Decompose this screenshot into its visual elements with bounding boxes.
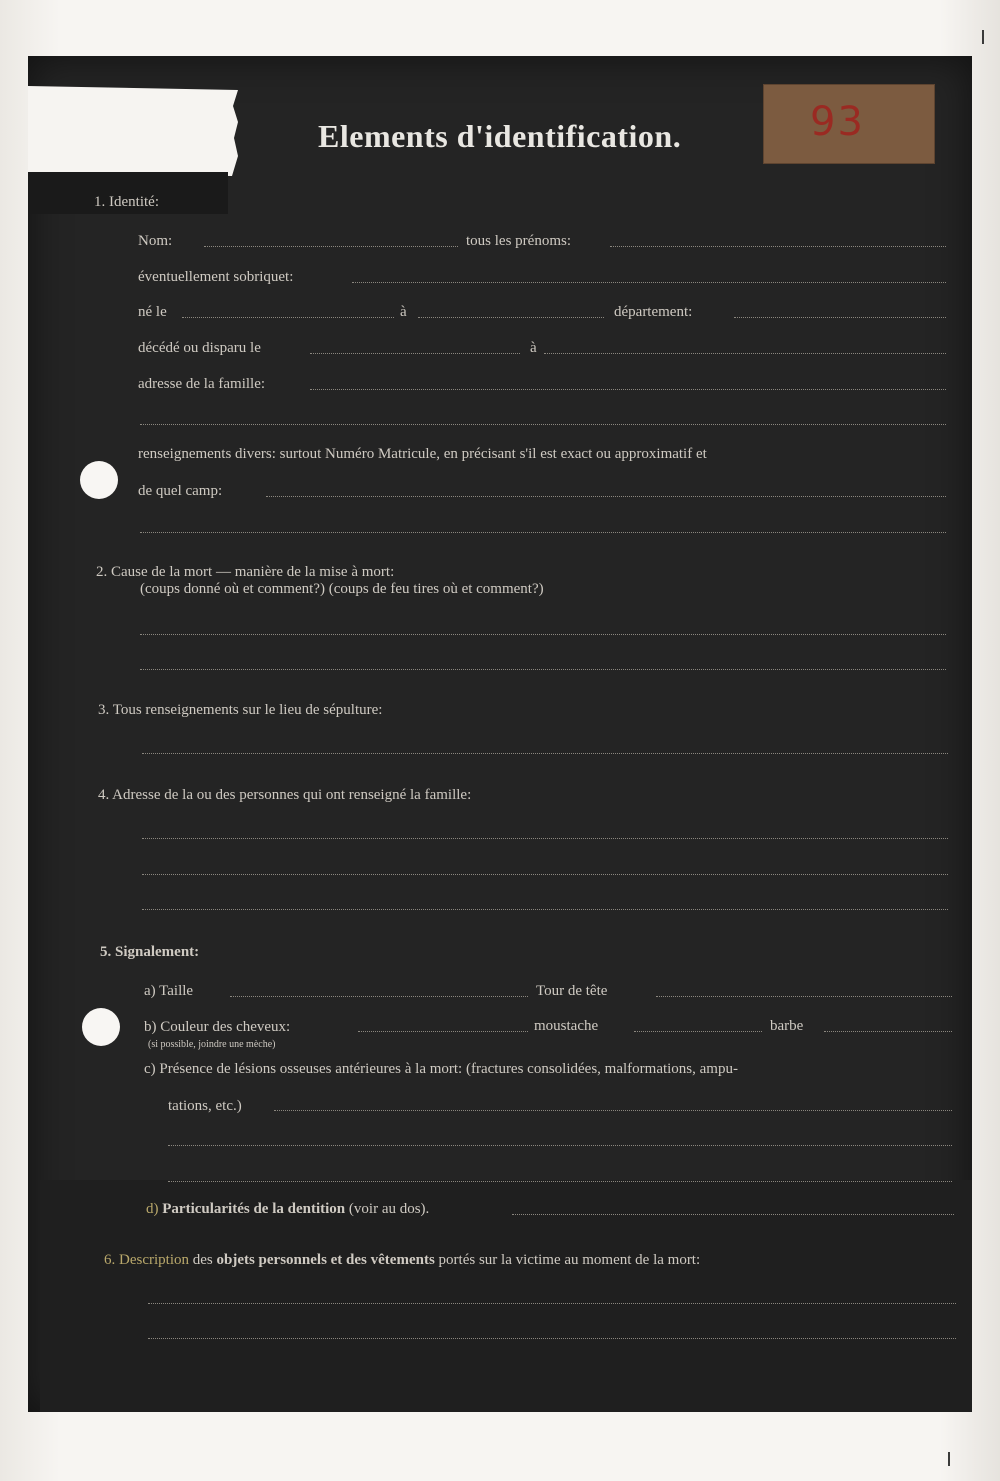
section-6-objets: objets personnels et des vêtements: [216, 1252, 435, 1268]
quel-camp-label: de quel camp:: [138, 483, 223, 499]
ne-a-field[interactable]: [418, 317, 604, 318]
section-3-heading: 3. Tous renseignements sur le lieu de sépulture:: [98, 702, 383, 718]
tour-tete-field[interactable]: [656, 996, 952, 997]
lesions-field-2[interactable]: [168, 1145, 952, 1146]
torn-paper-patch: [28, 86, 238, 176]
punch-hole-bottom: [82, 1008, 120, 1046]
section-2-heading: 2. Cause de la mort — manière de la mise à mort:: [96, 564, 395, 580]
objets-field-2[interactable]: [148, 1338, 956, 1339]
taille-field[interactable]: [230, 996, 528, 997]
cheveux-label: b) Couleur des cheveux:: [144, 1019, 291, 1035]
cause-field-2[interactable]: [140, 669, 946, 670]
form-title: Elements d'identification.: [318, 118, 682, 154]
section-6-word-description: Description: [119, 1252, 189, 1268]
prenoms-label: tous les prénoms:: [466, 233, 571, 249]
decede-label: décédé ou disparu le: [138, 340, 261, 356]
renseignements-text-b: en précisant s'il est exact ou approximatif et: [443, 446, 707, 462]
section-6-word-des: des: [192, 1252, 213, 1268]
tour-tete-label: Tour de tête: [536, 983, 608, 999]
barbe-label: barbe: [770, 1018, 804, 1034]
decede-a-label: à: [530, 340, 537, 356]
decede-field[interactable]: [310, 353, 520, 354]
section-2-sub: (coups donné où et comment?) (coups de feu tires où et comment?): [140, 581, 544, 597]
scan-edge-mark-top: [982, 30, 984, 44]
decede-a-field[interactable]: [544, 353, 946, 354]
punch-hole-top: [80, 461, 118, 499]
section-6-rest: portés sur la victime au moment de la mort:: [438, 1252, 701, 1268]
taille-label: a) Taille: [144, 983, 194, 999]
departement-label: département:: [614, 304, 693, 320]
section-6-heading: [104, 1252, 700, 1269]
dentition-letter: d): [146, 1201, 159, 1217]
renseignements-text-a: renseignements divers: surtout: [138, 446, 322, 462]
dentition-field[interactable]: [512, 1214, 954, 1215]
ne-a-label: à: [400, 304, 407, 320]
meche-note: (si possible, joindre une mèche): [148, 1039, 276, 1050]
cause-field-1[interactable]: [140, 634, 946, 635]
section-5-heading: 5. Signalement:: [100, 944, 200, 960]
ne-le-field[interactable]: [182, 317, 394, 318]
adresse-field-2[interactable]: [140, 424, 946, 425]
numero-matricule: Numéro Matricule,: [325, 446, 441, 462]
sepulture-field[interactable]: [142, 753, 948, 754]
lesions-field-3[interactable]: [168, 1181, 952, 1182]
section-4-heading: 4. Adresse de la ou des personnes qui ont renseigné la famille:: [98, 787, 472, 803]
cheveux-field[interactable]: [358, 1031, 528, 1032]
nom-field[interactable]: [204, 246, 458, 247]
adresse-label: adresse de la famille:: [138, 376, 266, 392]
scan-edge-mark-bottom: [948, 1452, 950, 1466]
adresse-personnes-field-2[interactable]: [142, 874, 948, 875]
section-1-heading: 1. Identité:: [94, 194, 159, 210]
lesions-label-2: tations, etc.): [168, 1098, 242, 1114]
prenoms-field[interactable]: [610, 246, 946, 247]
quel-camp-field-2[interactable]: [140, 532, 946, 533]
departement-field[interactable]: [734, 317, 946, 318]
adresse-personnes-field-1[interactable]: [142, 838, 948, 839]
barbe-field[interactable]: [824, 1031, 952, 1032]
dentition-line: [146, 1201, 429, 1218]
sobriquet-label: éventuellement sobriquet:: [138, 269, 294, 285]
nom-label: Nom:: [138, 233, 173, 249]
moustache-field[interactable]: [634, 1031, 762, 1032]
objets-field-1[interactable]: [148, 1303, 956, 1304]
adresse-personnes-field-3[interactable]: [142, 909, 948, 910]
lesions-field-1[interactable]: [274, 1110, 952, 1111]
lesions-label: c) Présence de lésions osseuses antérieures à la mort: (fractures consolidées, malformations, ampu-: [144, 1061, 738, 1077]
dentition-title: Particularités de la dentition: [162, 1201, 346, 1217]
quel-camp-field[interactable]: [266, 496, 946, 497]
ne-le-label: né le: [138, 304, 167, 320]
adresse-field[interactable]: [310, 389, 946, 390]
sobriquet-field[interactable]: [352, 282, 946, 283]
archive-stamp: [763, 84, 935, 164]
section-6-number: 6.: [104, 1252, 116, 1268]
dentition-note: (voir au dos).: [348, 1201, 430, 1217]
renseignements-line: [138, 446, 707, 463]
moustache-label: moustache: [534, 1018, 599, 1034]
form-sheet: [28, 56, 972, 1412]
stamp-number: 93: [810, 99, 865, 145]
